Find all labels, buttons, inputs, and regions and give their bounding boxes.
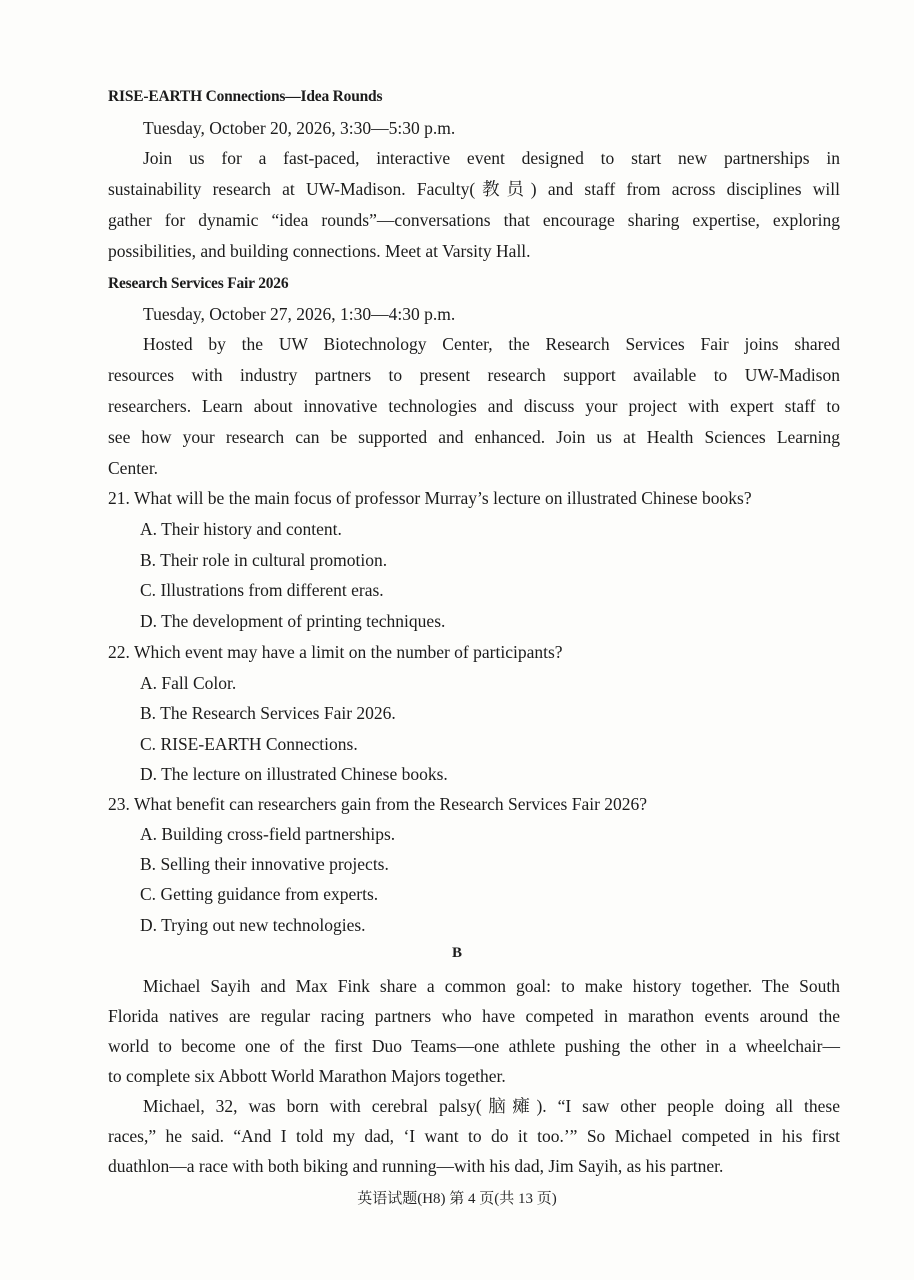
option-letter: C. [140, 884, 157, 904]
event-description-line: Center. [108, 458, 159, 478]
event-datetime: Tuesday, October 20, 2026, 3:30—5:30 p.m. [143, 118, 456, 138]
option-text: Trying out new technologies. [161, 915, 366, 935]
option-letter: B. [140, 703, 157, 723]
option-letter: A. [140, 673, 158, 693]
event-description-line: gather for dynamic “idea rounds”—conversations that encourage sharing expertise, exploring [108, 210, 840, 230]
question-number: 23. [108, 794, 130, 814]
option-text: RISE-EARTH Connections. [160, 734, 358, 754]
event-title: RISE-EARTH Connections—Idea Rounds [108, 88, 383, 105]
passage-line: duathlon—a race with both biking and running—with his dad, Jim Sayih, as his partner. [108, 1156, 724, 1176]
option-text: Selling their innovative projects. [160, 854, 389, 874]
question-text: What will be the main focus of professor Murray’s lecture on illustrated Chinese books? [133, 488, 752, 508]
answer-option[interactable] [140, 733, 840, 755]
event-description-line: researchers. Learn about innovative technologies and discuss your project with expert staff to [108, 396, 840, 416]
question [108, 487, 840, 509]
option-text: The Research Services Fair 2026. [160, 703, 396, 723]
event-datetime: Tuesday, October 27, 2026, 1:30—4:30 p.m. [143, 304, 456, 324]
passage-line: races,” he said. “And I told my dad, ‘I want to do it too.’” So Michael competed in his first [108, 1126, 840, 1146]
option-letter: B. [140, 550, 157, 570]
option-text: Illustrations from different eras. [160, 580, 384, 600]
question-text: Which event may have a limit on the number of participants? [133, 642, 563, 662]
answer-option[interactable] [140, 763, 840, 785]
section-heading: B [451, 945, 462, 961]
option-letter: D. [140, 611, 158, 631]
answer-option[interactable] [140, 914, 840, 936]
answer-option[interactable] [140, 610, 840, 632]
event-description-line: resources with industry partners to present research support available to UW-Madison [108, 365, 840, 385]
event-description-line: sustainability research at UW-Madison. Faculty(教员) and staff from across disciplines will [108, 179, 840, 199]
option-letter: D. [140, 915, 158, 935]
event-title: Research Services Fair 2026 [108, 275, 289, 292]
option-text: The development of printing techniques. [161, 611, 446, 631]
option-letter: C. [140, 734, 157, 754]
answer-option[interactable] [140, 853, 840, 875]
answer-option[interactable] [140, 702, 840, 724]
passage-line: Florida natives are regular racing partners who have competed in marathon events around the [108, 1006, 840, 1026]
question [108, 641, 840, 663]
option-letter: C. [140, 580, 157, 600]
option-letter: A. [140, 824, 158, 844]
event-description-line: possibilities, and building connections. Meet at Varsity Hall. [108, 241, 531, 261]
option-text: Their role in cultural promotion. [160, 550, 388, 570]
passage-line: Michael Sayih and Max Fink share a common goal: to make history together. The South [143, 976, 840, 996]
option-text: The lecture on illustrated Chinese books. [161, 764, 448, 784]
option-letter: B. [140, 854, 157, 874]
passage-line: to complete six Abbott World Marathon Majors together. [108, 1066, 506, 1086]
event-description-line: Join us for a fast-paced, interactive event designed to start new partnerships in [143, 148, 840, 168]
event-description-line: see how your research can be supported and enhanced. Join us at Health Sciences Learning [108, 427, 840, 447]
answer-option[interactable] [140, 549, 840, 571]
passage-line: world to become one of the first Duo Teams—one athlete pushing the other in a wheelchair— [108, 1036, 840, 1056]
answer-option[interactable] [140, 672, 840, 694]
question-number: 22. [108, 642, 130, 662]
answer-option[interactable] [140, 518, 840, 540]
option-text: Getting guidance from experts. [160, 884, 379, 904]
option-text: Fall Color. [161, 673, 237, 693]
question-text: What benefit can researchers gain from the Research Services Fair 2026? [133, 794, 648, 814]
option-text: Their history and content. [161, 519, 342, 539]
option-letter: A. [140, 519, 158, 539]
answer-option[interactable] [140, 823, 840, 845]
option-text: Building cross-field partnerships. [161, 824, 396, 844]
question-number: 21. [108, 488, 130, 508]
event-description-line: Hosted by the UW Biotechnology Center, the Research Services Fair joins shared [143, 334, 840, 354]
answer-option[interactable] [140, 883, 840, 905]
passage-line: Michael, 32, was born with cerebral palsy(脑瘫). “I saw other people doing all these [143, 1096, 840, 1116]
page-footer: 英语试题(H8) 第 4 页(共 13 页) [357, 1191, 557, 1207]
question [108, 793, 840, 815]
option-letter: D. [140, 764, 158, 784]
answer-option[interactable] [140, 579, 840, 601]
